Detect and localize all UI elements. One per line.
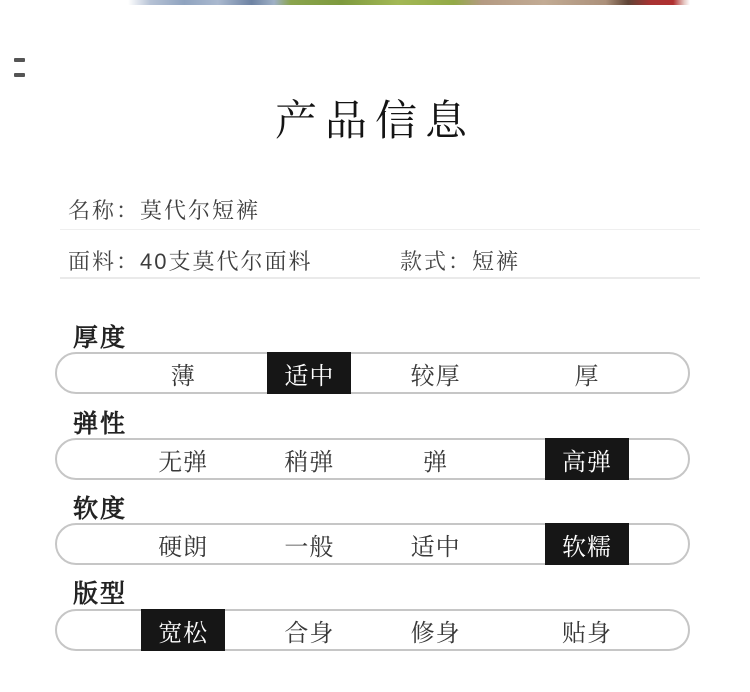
softness-option: 适中 [410, 533, 461, 561]
style-value: 短裤 [472, 249, 521, 274]
spec-row-fabric-style [68, 245, 521, 276]
thickness-option: 薄 [170, 362, 196, 390]
fit-option: 修身 [410, 619, 461, 647]
softness-option: 软糯 [545, 523, 629, 565]
fabric-label: 面料： [68, 249, 141, 274]
elasticity-option: 高弹 [545, 438, 629, 480]
fabric-value: 40支莫代尔面料 [140, 249, 313, 274]
thickness-option: 厚 [574, 362, 600, 390]
attr-label-elasticity: 弹性 [73, 410, 128, 438]
stray-dash-icon [14, 58, 25, 62]
thickness-scale [55, 352, 690, 394]
spec-row-name [68, 194, 260, 225]
fit-option: 宽松 [141, 609, 225, 651]
softness-option: 一般 [284, 533, 335, 561]
attr-label-thickness: 厚度 [73, 324, 128, 352]
name-label: 名称： [68, 198, 141, 223]
elasticity-option: 弹 [423, 448, 449, 476]
softness-option: 硬朗 [158, 533, 209, 561]
name-value: 莫代尔短裤 [140, 198, 261, 223]
fit-option: 合身 [284, 619, 335, 647]
cropped-photo-edge [128, 0, 690, 5]
thickness-option: 适中 [267, 352, 351, 394]
separator-line [60, 229, 700, 230]
thickness-option: 较厚 [410, 362, 461, 390]
elasticity-scale [55, 438, 690, 480]
elasticity-option: 无弹 [158, 448, 209, 476]
style-pair [400, 245, 520, 276]
fit-option: 贴身 [562, 619, 613, 647]
softness-scale [55, 523, 690, 565]
stray-text-mark [14, 58, 25, 88]
stray-dash-icon [14, 73, 25, 77]
fit-scale [55, 609, 690, 651]
attr-label-fit: 版型 [73, 580, 128, 608]
attr-label-softness: 软度 [73, 495, 128, 523]
elasticity-option: 稍弹 [284, 448, 335, 476]
separator-line [60, 277, 700, 279]
page-title: 产品信息 [274, 97, 475, 144]
style-label: 款式： [400, 249, 473, 274]
